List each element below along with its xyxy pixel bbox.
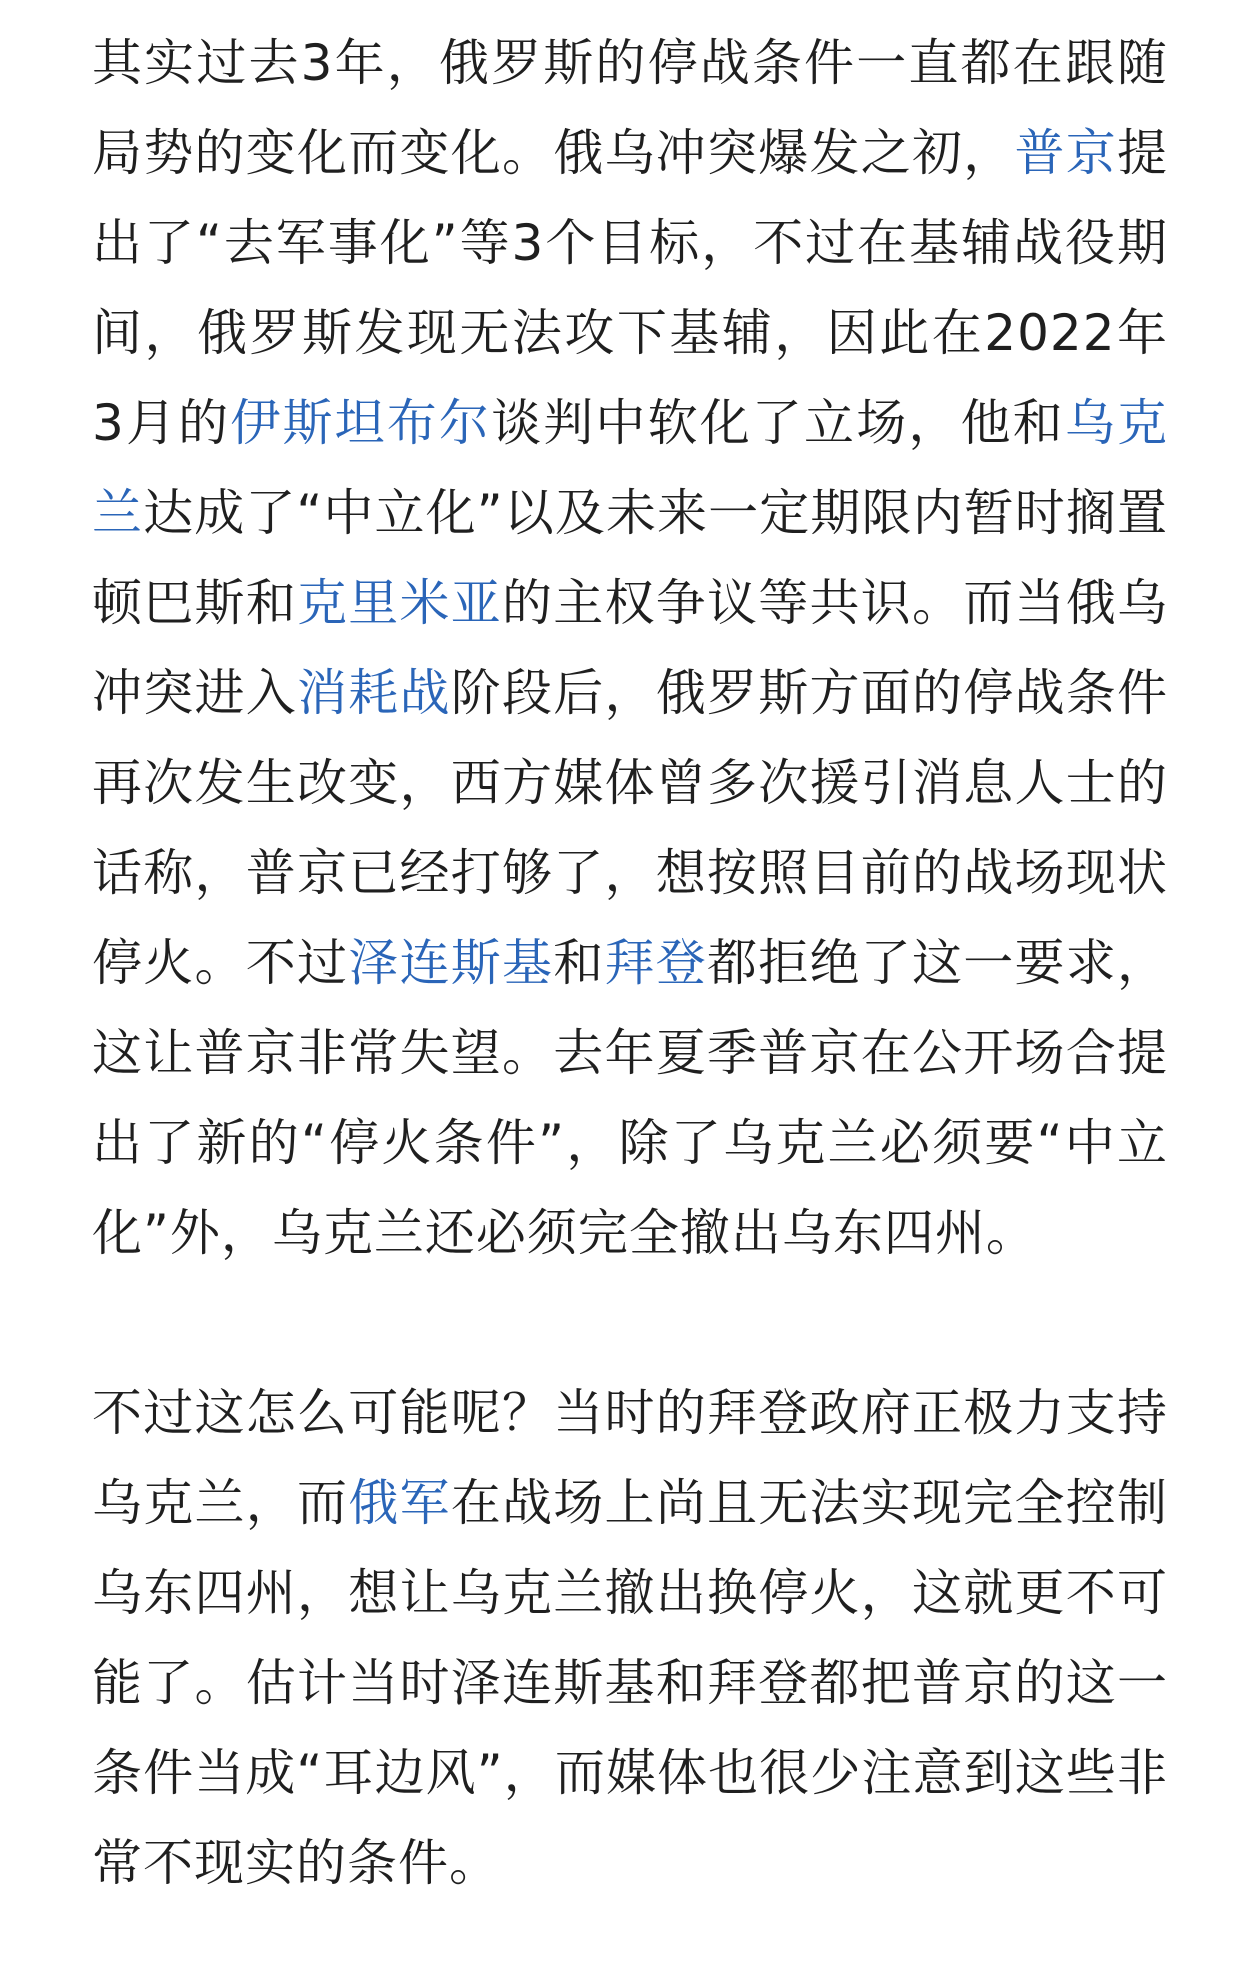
link-russian-army[interactable]: 俄军 (348, 1474, 451, 1532)
link-zelensky[interactable]: 泽连斯基 (348, 934, 554, 992)
link-putin[interactable]: 普京 (1014, 124, 1117, 182)
link-istanbul[interactable]: 伊斯坦布尔 (230, 394, 492, 452)
text-segment: 在战场上尚且无法实现完全控制乌东四州，想让乌克兰撤出换停火，这就更不可能了。估计当时泽连斯基和拜登都把普京的这一条件当成“耳边风”，而媒体也很少注意到这些非常不现实的条件。 (92, 1474, 1168, 1892)
link-biden[interactable]: 拜登 (604, 934, 707, 992)
paragraph (92, 1368, 1168, 1908)
text-segment: 达成了“中立化”以及未来一定期限内暂时搁置顿巴斯和 (92, 484, 1168, 632)
article-body (92, 18, 1168, 1908)
text-segment: 和 (553, 934, 605, 992)
text-segment: 提出了“去军事化”等3个目标，不过在基辅战役期间，俄罗斯发现无法攻下基辅，因此在2022年3月的 (92, 124, 1168, 452)
text-segment: 谈判中软化了立场，他和 (491, 394, 1065, 452)
text-segment: 都拒绝了这一要求，这让普京非常失望。去年夏季普京在公开场合提出了新的“停火条件”，除了乌克兰必须要“中立化”外，乌克兰还必须完全撤出乌东四州。 (92, 934, 1168, 1262)
text-segment: 不过这怎么可能呢？当时的拜登政府正极力支持乌克兰，而 (92, 1384, 1168, 1532)
link-crimea[interactable]: 克里米亚 (297, 574, 502, 632)
text-segment: 阶段后，俄罗斯方面的停战条件再次发生改变，西方媒体曾多次援引消息人士的话称，普京已经打够了，想按照目前的战场现状停火。不过 (92, 664, 1168, 992)
link-ukraine[interactable]: 乌克兰 (92, 394, 1169, 542)
paragraph (92, 18, 1168, 1278)
link-war-of-attrition[interactable]: 消耗战 (297, 664, 451, 722)
text-segment: 其实过去3年，俄罗斯的停战条件一直都在跟随局势的变化而变化。俄乌冲突爆发之初， (92, 34, 1168, 182)
text-segment: 的主权争议等共识。而当俄乌冲突进入 (92, 574, 1168, 722)
